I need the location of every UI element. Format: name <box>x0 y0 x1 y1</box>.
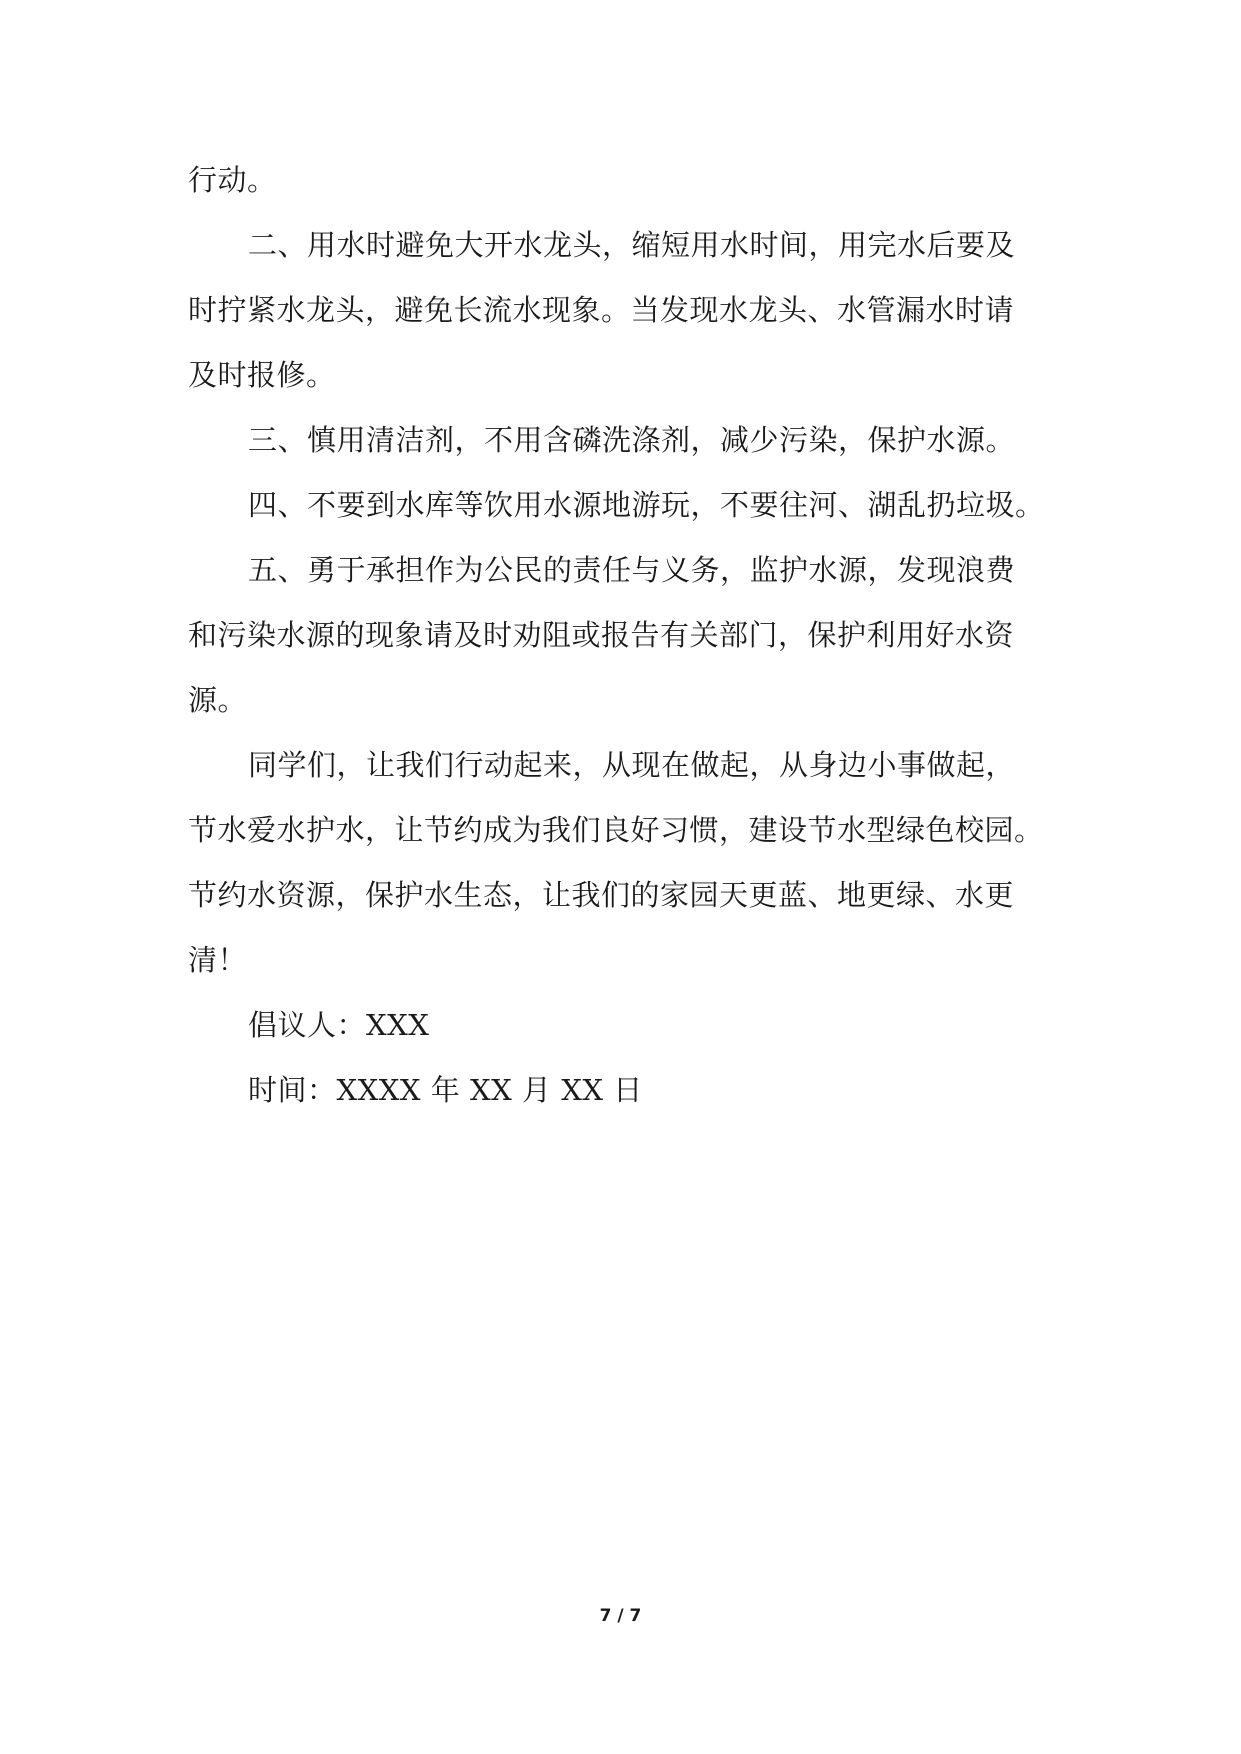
paragraph-line: 行动。 <box>188 163 277 197</box>
paragraph-line: 时拧紧水龙头，避免长流水现象。当发现水龙头、水管漏水时请 <box>188 293 1015 327</box>
paragraph-line: 及时报修。 <box>188 358 336 392</box>
paragraph-line: 二、用水时避免大开水龙头，缩短用水时间，用完水后要及 <box>248 228 1016 262</box>
document-body <box>188 148 1058 1123</box>
paragraph-line: 和污染水源的现象请及时劝阻或报告有关部门，保护利用好水资 <box>188 618 1015 652</box>
paragraph-line: 源。 <box>188 683 248 717</box>
page-number: 7 / 7 <box>599 1606 642 1626</box>
signature-proposer: 倡议人：XXX <box>248 1008 430 1042</box>
signature-date: 时间：XXXX 年 XX 月 XX 日 <box>248 1073 643 1107</box>
paragraph-line: 清！ <box>188 943 248 977</box>
paragraph-line: 四、不要到水库等饮用水源地游玩，不要往河、湖乱扔垃圾。 <box>248 488 1045 522</box>
paragraph-line: 三、慎用清洁剂，不用含磷洗涤剂，减少污染，保护水源。 <box>248 423 1016 457</box>
paragraph-line: 节约水资源，保护水生态，让我们的家园天更蓝、地更绿、水更 <box>188 878 1015 912</box>
paragraph-line: 同学们，让我们行动起来，从现在做起，从身边小事做起， <box>248 748 1016 782</box>
paragraph-line: 五、勇于承担作为公民的责任与义务，监护水源，发现浪费 <box>248 553 1016 587</box>
paragraph-line: 节水爱水护水，让节约成为我们良好习惯，建设节水型绿色校园。 <box>188 813 1044 847</box>
